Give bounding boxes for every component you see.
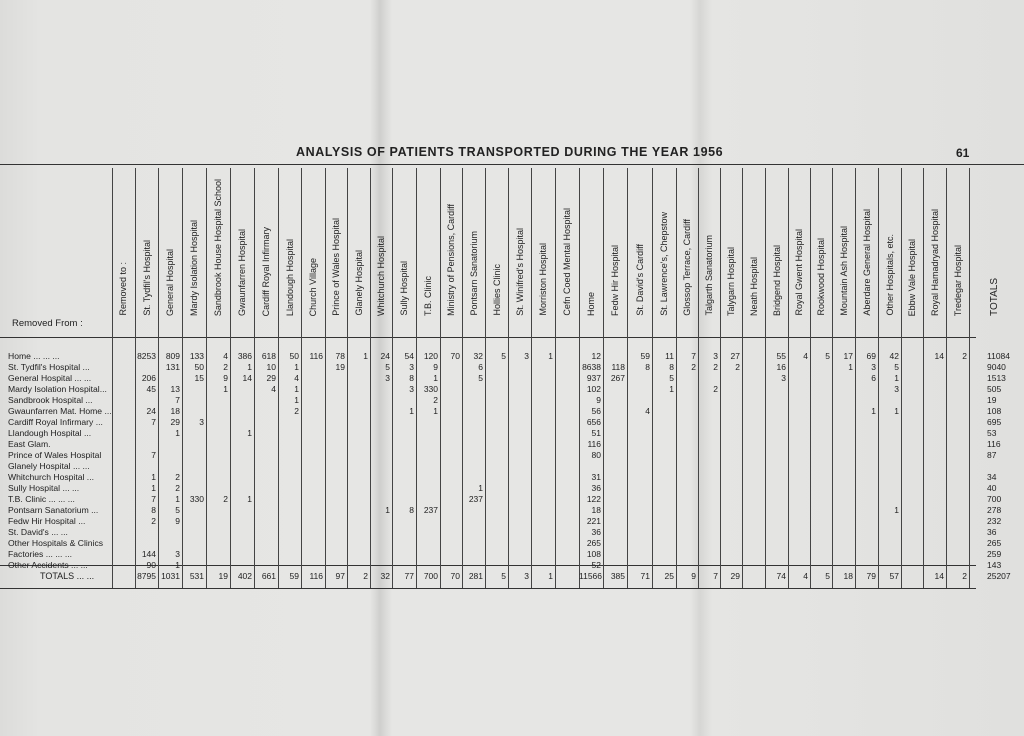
row-label: East Glam.	[8, 439, 51, 449]
table-cell: 1	[894, 505, 899, 515]
table-cell: 36	[591, 483, 601, 493]
table-cell: 1	[294, 362, 299, 372]
totals-cell: 5	[825, 571, 830, 581]
row-label: Prince of Wales Hospital	[8, 450, 102, 460]
totals-cell: 74	[776, 571, 786, 581]
table-cell: 265	[586, 538, 601, 548]
row-label: Mardy Isolation Hospital...	[8, 384, 107, 394]
column-header-label: Sandbrook House Hospital School	[213, 178, 223, 316]
table-cell: 2	[151, 516, 156, 526]
table-cell: 9	[433, 362, 438, 372]
table-cell: 232	[987, 516, 1002, 526]
column-header	[603, 166, 627, 316]
totals-cell: 4	[803, 571, 808, 581]
table-cell: 1	[871, 406, 876, 416]
table-cell: 15	[194, 373, 204, 383]
column-header	[230, 166, 254, 316]
table-cell: 386	[237, 351, 252, 361]
table-cell: 5	[175, 505, 180, 515]
totals-cell: 700	[423, 571, 438, 581]
table-cell: 3	[199, 417, 204, 427]
column-header-label: St. Winifred's Hospital	[514, 228, 525, 316]
table-cell: 6	[478, 362, 483, 372]
column-header	[531, 166, 555, 316]
column-header-label: Llandough Hospital	[284, 238, 295, 316]
column-header-label: Pontsarn Sanatorium	[468, 231, 479, 316]
column-header-label: Church Village	[308, 257, 318, 316]
table-cell: 5	[825, 351, 830, 361]
column-rule	[112, 168, 113, 588]
table-cell: 8638	[582, 362, 601, 372]
column-header	[301, 166, 325, 316]
row-label: Gwaunfarren Mat. Home ...	[8, 406, 112, 416]
table-cell: 3	[524, 351, 529, 361]
table-cell: 9	[223, 373, 228, 383]
totals-label: TOTALS ... ...	[40, 571, 95, 581]
removed-to-header	[112, 166, 134, 316]
table-cell: 69	[866, 351, 876, 361]
column-header	[765, 166, 788, 316]
column-header-label: TOTALS	[988, 278, 1000, 316]
table-cell: 118	[611, 362, 625, 372]
column-header-label: Talygarn Hospital	[726, 246, 736, 316]
table-title: ANALYSIS OF PATIENTS TRANSPORTED DURING THE YEAR 1956	[296, 145, 724, 159]
column-header-label: Neath Hospital	[748, 256, 759, 316]
row-label: Cardiff Royal Infirmary ...	[8, 417, 103, 427]
table-cell: 267	[610, 373, 625, 383]
row-label: Glanely Hospital ... ...	[8, 461, 90, 471]
totals-cell: 59	[289, 571, 299, 581]
totals-cell: 281	[468, 571, 483, 581]
column-header	[206, 166, 230, 316]
column-header-label: St. Tydfil's Hospital	[141, 240, 152, 316]
table-cell: 1	[151, 483, 156, 493]
column-header	[182, 166, 206, 316]
totals-cell: 18	[843, 571, 853, 581]
table-cell: 70	[450, 351, 460, 361]
table-cell: 80	[591, 450, 601, 460]
table-cell: 656	[586, 417, 601, 427]
column-header	[832, 166, 855, 316]
totals-cell: 7	[713, 571, 718, 581]
table-cell: 54	[404, 351, 414, 361]
table-cell: 9040	[987, 362, 1006, 372]
column-header	[440, 166, 462, 316]
row-label: Home ... ... ...	[8, 351, 60, 361]
table-cell: 2	[691, 362, 696, 372]
table-cell: 4	[271, 384, 276, 394]
table-cell: 4	[645, 406, 650, 416]
table-cell: 1	[151, 472, 156, 482]
table-cell: 122	[586, 494, 601, 504]
totals-cell: 402	[237, 571, 252, 581]
table-cell: 14	[242, 373, 252, 383]
table-cell: 695	[987, 417, 1002, 427]
table-cell: 1	[385, 505, 390, 515]
table-cell: 31	[591, 472, 601, 482]
column-header	[901, 166, 923, 316]
row-label: Llandough Hospital ...	[8, 428, 92, 438]
column-header	[370, 166, 392, 316]
column-header-label: General Hospital	[165, 248, 175, 316]
table-cell: 221	[586, 516, 601, 526]
column-header-label: Hollies Clinic	[491, 264, 502, 316]
table-cell: 50	[289, 351, 299, 361]
column-header-label: Other Hospitals, etc.	[884, 234, 895, 316]
totals-cell: 116	[309, 571, 323, 581]
totals-cell: 32	[380, 571, 390, 581]
row-label: Pontsarn Sanatorium ...	[8, 505, 99, 515]
table-cell: 12	[591, 351, 601, 361]
table-cell: 809	[165, 351, 180, 361]
table-cell: 1	[548, 351, 553, 361]
totals-cell: 1031	[161, 571, 180, 581]
table-cell: 1	[894, 373, 899, 383]
column-header	[969, 166, 1020, 316]
column-header	[392, 166, 416, 316]
column-header-label: Mardy Isolation Hospital	[189, 219, 199, 316]
table-cell: 1	[175, 494, 180, 504]
table-cell: 108	[586, 549, 601, 559]
table-cell: 3	[713, 351, 718, 361]
column-header	[923, 166, 946, 316]
table-cell: 505	[987, 384, 1002, 394]
column-header	[462, 166, 485, 316]
top-rule	[0, 164, 1024, 165]
table-cell: 16	[776, 362, 786, 372]
removed-from-label: Removed From :	[12, 318, 83, 329]
column-header	[855, 166, 878, 316]
bottom-rule	[0, 588, 976, 589]
table-cell: 56	[591, 406, 601, 416]
table-cell: 2	[175, 483, 180, 493]
column-header	[788, 166, 810, 316]
table-cell: 17	[843, 351, 853, 361]
table-cell: 259	[987, 549, 1002, 559]
row-label: St. Tydfil's Hospital ...	[8, 362, 90, 372]
table-cell: 3	[871, 362, 876, 372]
column-header-label: Aberdare General Hospital	[861, 209, 872, 316]
table-cell: 2	[223, 494, 228, 504]
table-cell: 3	[781, 373, 786, 383]
table-cell: 5	[669, 373, 674, 383]
table-cell: 618	[261, 351, 276, 361]
table-cell: 11	[665, 351, 674, 361]
table-cell: 52	[591, 560, 601, 570]
table-cell: 5	[501, 351, 506, 361]
column-header-label: Bridgend Hospital	[771, 244, 782, 316]
column-header	[325, 166, 347, 316]
table-cell: 2	[433, 395, 438, 405]
column-header	[555, 166, 579, 316]
totals-cell: 25207	[987, 571, 1011, 581]
column-header-label: Glossop Terrace, Cardiff	[682, 219, 692, 316]
table-cell: 18	[170, 406, 180, 416]
column-header-label: Morriston Hospital	[538, 243, 548, 316]
table-cell: 1	[247, 362, 252, 372]
table-cell: 330	[189, 494, 204, 504]
table-cell: 1513	[987, 373, 1006, 383]
column-header-label: Tredegar Hospital	[952, 244, 963, 316]
table-cell: 265	[987, 538, 1002, 548]
table-cell: 4	[223, 351, 228, 361]
row-label: Sandbrook Hospital ...	[8, 395, 93, 405]
table-cell: 2	[735, 362, 740, 372]
table-cell: 24	[380, 351, 390, 361]
header-rule	[0, 337, 976, 338]
table-cell: 55	[776, 351, 786, 361]
column-header-label: Royal Hamadryad Hospital	[929, 208, 940, 316]
table-cell: 8	[151, 505, 156, 515]
totals-cell: 19	[218, 571, 228, 581]
table-cell: 5	[385, 362, 390, 372]
totals-cell: 661	[261, 571, 276, 581]
table-cell: 237	[468, 494, 483, 504]
table-cell: 27	[730, 351, 740, 361]
column-header-label: Whitchurch Hospital	[376, 235, 386, 316]
table-cell: 3	[894, 384, 899, 394]
table-cell: 7	[151, 417, 156, 427]
column-header	[676, 166, 698, 316]
table-cell: 19	[335, 362, 345, 372]
table-cell: 1	[433, 406, 438, 416]
table-cell: 278	[987, 505, 1002, 515]
table-cell: 1	[409, 406, 414, 416]
table-cell: 116	[987, 439, 1001, 449]
table-cell: 133	[189, 351, 204, 361]
table-cell: 4	[294, 373, 299, 383]
table-cell: 144	[141, 549, 156, 559]
table-cell: 4	[803, 351, 808, 361]
table-cell: 3	[409, 362, 414, 372]
table-cell: 2	[294, 406, 299, 416]
column-header	[347, 166, 370, 316]
table-cell: 78	[335, 351, 345, 361]
column-header	[135, 166, 158, 316]
table-cell: 1	[894, 406, 899, 416]
table-cell: 1	[175, 428, 180, 438]
table-cell: 5	[894, 362, 899, 372]
table-cell: 8	[669, 362, 674, 372]
totals-cell: 29	[730, 571, 740, 581]
column-header	[158, 166, 182, 316]
table-cell: 45	[146, 384, 156, 394]
table-cell: 206	[141, 373, 156, 383]
table-cell: 116	[309, 351, 323, 361]
table-cell: 1	[223, 384, 228, 394]
table-cell: 1	[363, 351, 368, 361]
table-cell: 1	[433, 373, 438, 383]
totals-cell: 8795	[137, 571, 156, 581]
table-cell: 9	[596, 395, 601, 405]
table-cell: 9	[175, 516, 180, 526]
table-cell: 1	[478, 483, 483, 493]
table-cell: 7	[175, 395, 180, 405]
totals-cell: 97	[335, 571, 345, 581]
totals-cell: 2	[962, 571, 967, 581]
table-cell: 90	[146, 560, 156, 570]
removed-to-label: Removed to :	[118, 262, 128, 316]
column-header	[652, 166, 676, 316]
column-header-label: St. Lawrence's, Chepstow	[659, 212, 669, 316]
table-cell: 143	[987, 560, 1002, 570]
column-header	[742, 166, 765, 316]
totals-cell: 9	[691, 571, 696, 581]
totals-cell: 14	[934, 571, 944, 581]
row-label: Factories ... ... ...	[8, 549, 72, 559]
column-header-label: Ministry of Pensions, Cardiff	[446, 204, 456, 316]
table-cell: 36	[987, 527, 997, 537]
totals-cell: 57	[889, 571, 899, 581]
table-cell: 8	[409, 373, 414, 383]
column-header-label: Ebbw Vale Hospital	[907, 238, 917, 316]
table-cell: 14	[934, 351, 944, 361]
totals-cell: 11566	[579, 571, 603, 581]
column-header-label: T.B. Clinic	[423, 275, 433, 316]
table-cell: 937	[586, 373, 601, 383]
table-cell: 8	[409, 505, 414, 515]
row-label: Other Accidents ... ...	[8, 560, 88, 570]
column-header-label: St. David's Cardiff	[634, 244, 645, 316]
totals-cell: 77	[404, 571, 414, 581]
table-cell: 7	[151, 494, 156, 504]
table-cell: 42	[889, 351, 899, 361]
table-cell: 131	[165, 362, 180, 372]
table-cell: 3	[175, 549, 180, 559]
table-cell: 330	[423, 384, 438, 394]
column-header-label: Talgarth Sanatorium	[704, 235, 714, 316]
column-header-label: Cefn Coed Mental Hospital	[562, 208, 572, 316]
column-header-label: Fedw Hir Hospital	[610, 244, 620, 316]
table-cell: 40	[987, 483, 997, 493]
row-label: General Hospital ... ...	[8, 373, 92, 383]
totals-cell: 70	[450, 571, 460, 581]
totals-cell: 385	[610, 571, 625, 581]
row-label: Fedw Hir Hospital ...	[8, 516, 86, 526]
table-cell: 102	[586, 384, 601, 394]
row-label: T.B. Clinic ... ... ...	[8, 494, 75, 504]
table-cell: 10	[266, 362, 276, 372]
row-label: St. David's ... ...	[8, 527, 68, 537]
column-header-label: Sully Hospital	[399, 261, 409, 316]
table-cell: 87	[987, 450, 997, 460]
table-cell: 2	[175, 472, 180, 482]
table-cell: 51	[591, 428, 601, 438]
row-label: Sully Hospital ... ...	[8, 483, 80, 493]
column-header	[416, 166, 440, 316]
column-header	[878, 166, 901, 316]
column-header	[579, 166, 603, 316]
table-cell: 1	[294, 384, 299, 394]
column-header-label: Gwaunfarren Hospital	[237, 228, 247, 316]
table-cell: 1	[294, 395, 299, 405]
table-cell: 120	[423, 351, 438, 361]
row-label: Other Hospitals & Clinics	[8, 538, 104, 548]
row-label: Whitchurch Hospital ...	[8, 472, 94, 482]
table-cell: 6	[871, 373, 876, 383]
table-cell: 34	[987, 472, 997, 482]
column-header-label: Glanely Hospital	[353, 250, 364, 316]
table-cell: 2	[962, 351, 967, 361]
table-cell: 59	[640, 351, 650, 361]
column-header	[485, 166, 508, 316]
table-cell: 1	[175, 560, 180, 570]
table-cell: 50	[194, 362, 204, 372]
table-cell: 32	[473, 351, 483, 361]
totals-cell: 5	[501, 571, 506, 581]
table-cell: 108	[987, 406, 1002, 416]
column-header-label: Rookwood Hospital	[816, 238, 826, 316]
table-cell: 19	[987, 395, 997, 405]
table-cell: 2	[223, 362, 228, 372]
totals-cell: 3	[524, 571, 529, 581]
column-header	[720, 166, 742, 316]
table-cell: 5	[478, 373, 483, 383]
column-header	[946, 166, 969, 316]
table-cell: 1	[848, 362, 853, 372]
table-cell: 1	[669, 384, 674, 394]
table-cell: 2	[713, 362, 718, 372]
totals-cell: 531	[189, 571, 204, 581]
table-cell: 2	[713, 384, 718, 394]
column-header	[508, 166, 531, 316]
column-header-label: Cardiff Royal Infirmary	[261, 226, 271, 316]
table-cell: 13	[170, 384, 180, 394]
table-cell: 11084	[987, 351, 1011, 361]
table-cell: 29	[266, 373, 276, 383]
totals-cell: 79	[866, 571, 876, 581]
table-cell: 53	[987, 428, 997, 438]
table-cell: 7	[691, 351, 696, 361]
table-cell: 700	[987, 494, 1002, 504]
table-cell: 116	[587, 439, 601, 449]
totals-cell: 1	[548, 571, 553, 581]
totals-cell: 2	[363, 571, 368, 581]
column-header-label: Mountain Ash Hospital	[838, 226, 849, 316]
table-cell: 1	[247, 494, 252, 504]
column-header	[810, 166, 832, 316]
table-cell: 8	[645, 362, 650, 372]
totals-cell: 25	[664, 571, 674, 581]
table-cell: 29	[170, 417, 180, 427]
table-cell: 1	[247, 428, 252, 438]
totals-cell: 71	[640, 571, 650, 581]
column-header-label: Royal Gwent Hospital	[794, 229, 804, 316]
table-cell: 36	[591, 527, 601, 537]
page-number: 61	[956, 146, 970, 160]
table-cell: 7	[151, 450, 156, 460]
table-cell: 3	[409, 384, 414, 394]
table-cell: 3	[385, 373, 390, 383]
column-header	[278, 166, 301, 316]
table-cell: 24	[146, 406, 156, 416]
table-cell: 8253	[137, 351, 156, 361]
column-header	[627, 166, 652, 316]
table-cell: 237	[423, 505, 438, 515]
column-header	[698, 166, 720, 316]
column-header-label: Home	[586, 291, 596, 316]
column-header	[254, 166, 278, 316]
table-cell: 18	[591, 505, 601, 515]
column-header-label: Prince of Wales Hospital	[331, 218, 341, 316]
